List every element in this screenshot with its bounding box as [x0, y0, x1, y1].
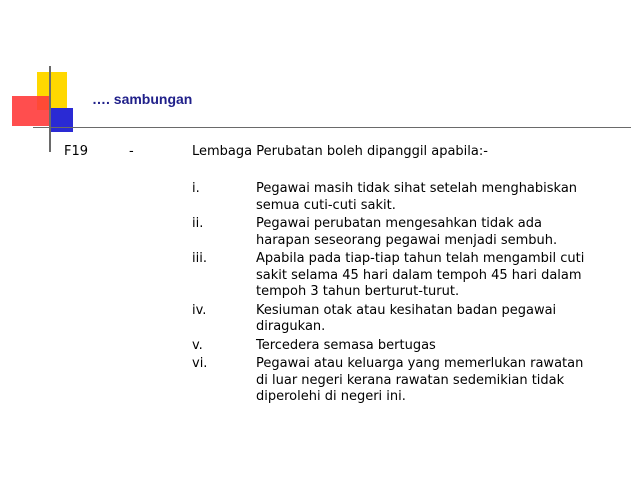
list-item-line: Pegawai atau keluarga yang memerlukan rawatan — [256, 356, 584, 371]
list-item-line: di luar negeri kerana rawatan sedemikian tidak — [256, 372, 565, 388]
list-item-text — [256, 356, 616, 406]
list-item-number: iv. — [192, 302, 207, 318]
list-item-number: ii. — [192, 216, 204, 231]
decor-red-square — [12, 96, 50, 126]
decor-blue-square — [49, 108, 73, 132]
list-item — [192, 251, 622, 301]
list-item-text — [256, 303, 616, 336]
list-item-line: sakit selama 45 hari dalam tempoh 45 hari dalam — [256, 267, 582, 283]
list-item-text — [256, 181, 616, 214]
condition-list — [192, 181, 622, 408]
section-intro: Lembaga Perubatan boleh dipanggil apabila:- — [192, 144, 488, 159]
list-item-line: Pegawai perubatan mengesahkan tidak ada — [256, 216, 542, 231]
list-item-line: Kesiuman otak atau kesihatan badan pegawai — [256, 302, 557, 318]
list-item — [192, 303, 622, 336]
list-item — [192, 216, 622, 249]
list-item-number: i. — [192, 181, 200, 196]
list-item-number: v. — [192, 337, 203, 353]
list-item-line: diragukan. — [256, 319, 326, 334]
list-item-line: tempoh 3 tahun berturut-turut. — [256, 284, 460, 299]
list-item-text — [256, 251, 616, 301]
list-item-line: Pegawai masih tidak sihat setelah menghabiskan — [256, 181, 578, 196]
list-item-text — [256, 216, 616, 249]
title-divider — [33, 127, 631, 128]
list-item — [192, 338, 622, 355]
list-item — [192, 181, 622, 214]
section-dash: - — [129, 144, 134, 159]
list-item-number: iii. — [192, 251, 207, 266]
list-item-line: harapan seseorang pegawai menjadi sembuh. — [256, 232, 558, 248]
decor-vertical-line — [49, 66, 51, 152]
list-item — [192, 356, 622, 406]
list-item-line: semua cuti-cuti sakit. — [256, 197, 396, 213]
list-item-line: diperolehi di negeri ini. — [256, 389, 406, 404]
list-item-line: Tercedera semasa bertugas — [256, 337, 436, 353]
section-code: F19 — [64, 144, 89, 159]
slide-title: …. sambungan — [92, 91, 193, 107]
list-item-number: vi. — [192, 356, 208, 371]
list-item-line: Apabila pada tiap-tiap tahun telah mengambil cuti — [256, 251, 585, 266]
list-item-text — [256, 338, 616, 355]
